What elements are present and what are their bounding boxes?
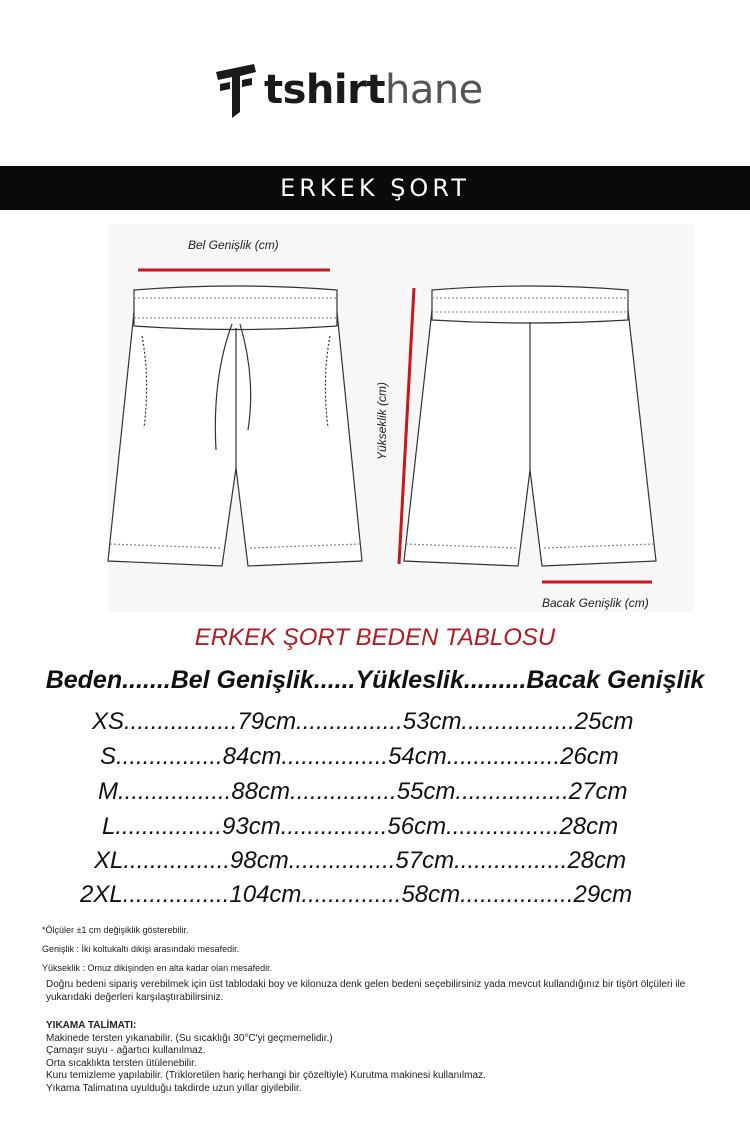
washing-line: Yıkama Talimatına uyulduğu takdirde uzun yıllar giyilebilir. <box>46 1082 302 1094</box>
brand-name <box>264 67 483 113</box>
washing-instructions <box>46 1020 486 1095</box>
leg-label: Bacak Genişlik (cm) <box>542 596 649 610</box>
waist-label: Bel Genişlik (cm) <box>188 238 279 252</box>
height-label: Yükseklik (cm) <box>375 382 389 461</box>
size-table-header: Beden.......Bel Genişlik......Yükleslik.........Bacak Genişlik <box>45 666 705 694</box>
title-banner <box>0 166 750 210</box>
washing-heading: YIKAMA TALİMATI: <box>46 1020 137 1031</box>
size-row-l: L................93cm................56cm.................28cm <box>102 813 619 840</box>
brand-mark-icon <box>214 62 258 118</box>
measurement-notes <box>42 921 272 978</box>
size-advice: Doğru bedeni sipariş verebilmek için üst tablodaki boy ve kilonuza denk gelen bedeni seçebilirsiniz yada mevcut kullandığınız bir tişört ölçüleri ile yukarıdaki değerleri karşılaştırabilirsiniz. <box>46 979 686 1003</box>
washing-line: Kuru temizleme yapılabilir. (Trikloretilen hariç herhangi bir çözeltiyle) Kurutma makinesi kullanılmaz. <box>46 1070 486 1081</box>
size-row-s: S................84cm................54cm.................26cm <box>100 743 619 770</box>
brand-logo <box>214 62 483 118</box>
banner-title: ERKEK ŞORT <box>280 174 470 202</box>
brand-name-bold: tshirt <box>264 67 385 113</box>
note-height: Yükseklik : Omuz dikişinden en alta kadar olan mesafedir. <box>42 963 273 973</box>
size-row-2xl: 2XL................104cm...............58cm.................29cm <box>80 881 633 908</box>
size-table-title: ERKEK ŞORT BEDEN TABLOSU <box>194 624 556 651</box>
washing-line: Çamaşır suyu - ağartıcı kullanılmaz. <box>46 1045 206 1056</box>
brand-name-light: hane <box>384 67 483 113</box>
washing-line: Makinede tersten yıkanabilir. (Su sıcaklığı 30°C'yi geçmemelidir.) <box>46 1032 333 1044</box>
size-row-xl: XL................98cm................57cm.................28cm <box>94 847 627 874</box>
size-row-m: M.................88cm................55cm.................27cm <box>98 778 628 805</box>
note-width: Genişlik : İki koltukaltı dikişi arasındaki mesafedir. <box>42 944 240 954</box>
note-tolerance: *Ölçüler ±1 cm değişiklik gösterebilir. <box>42 925 189 935</box>
washing-line: Orta sıcaklıkta tersten ütülenebilir. <box>46 1057 197 1069</box>
size-row-xs: XS.................79cm................53cm.................25cm <box>92 708 634 735</box>
